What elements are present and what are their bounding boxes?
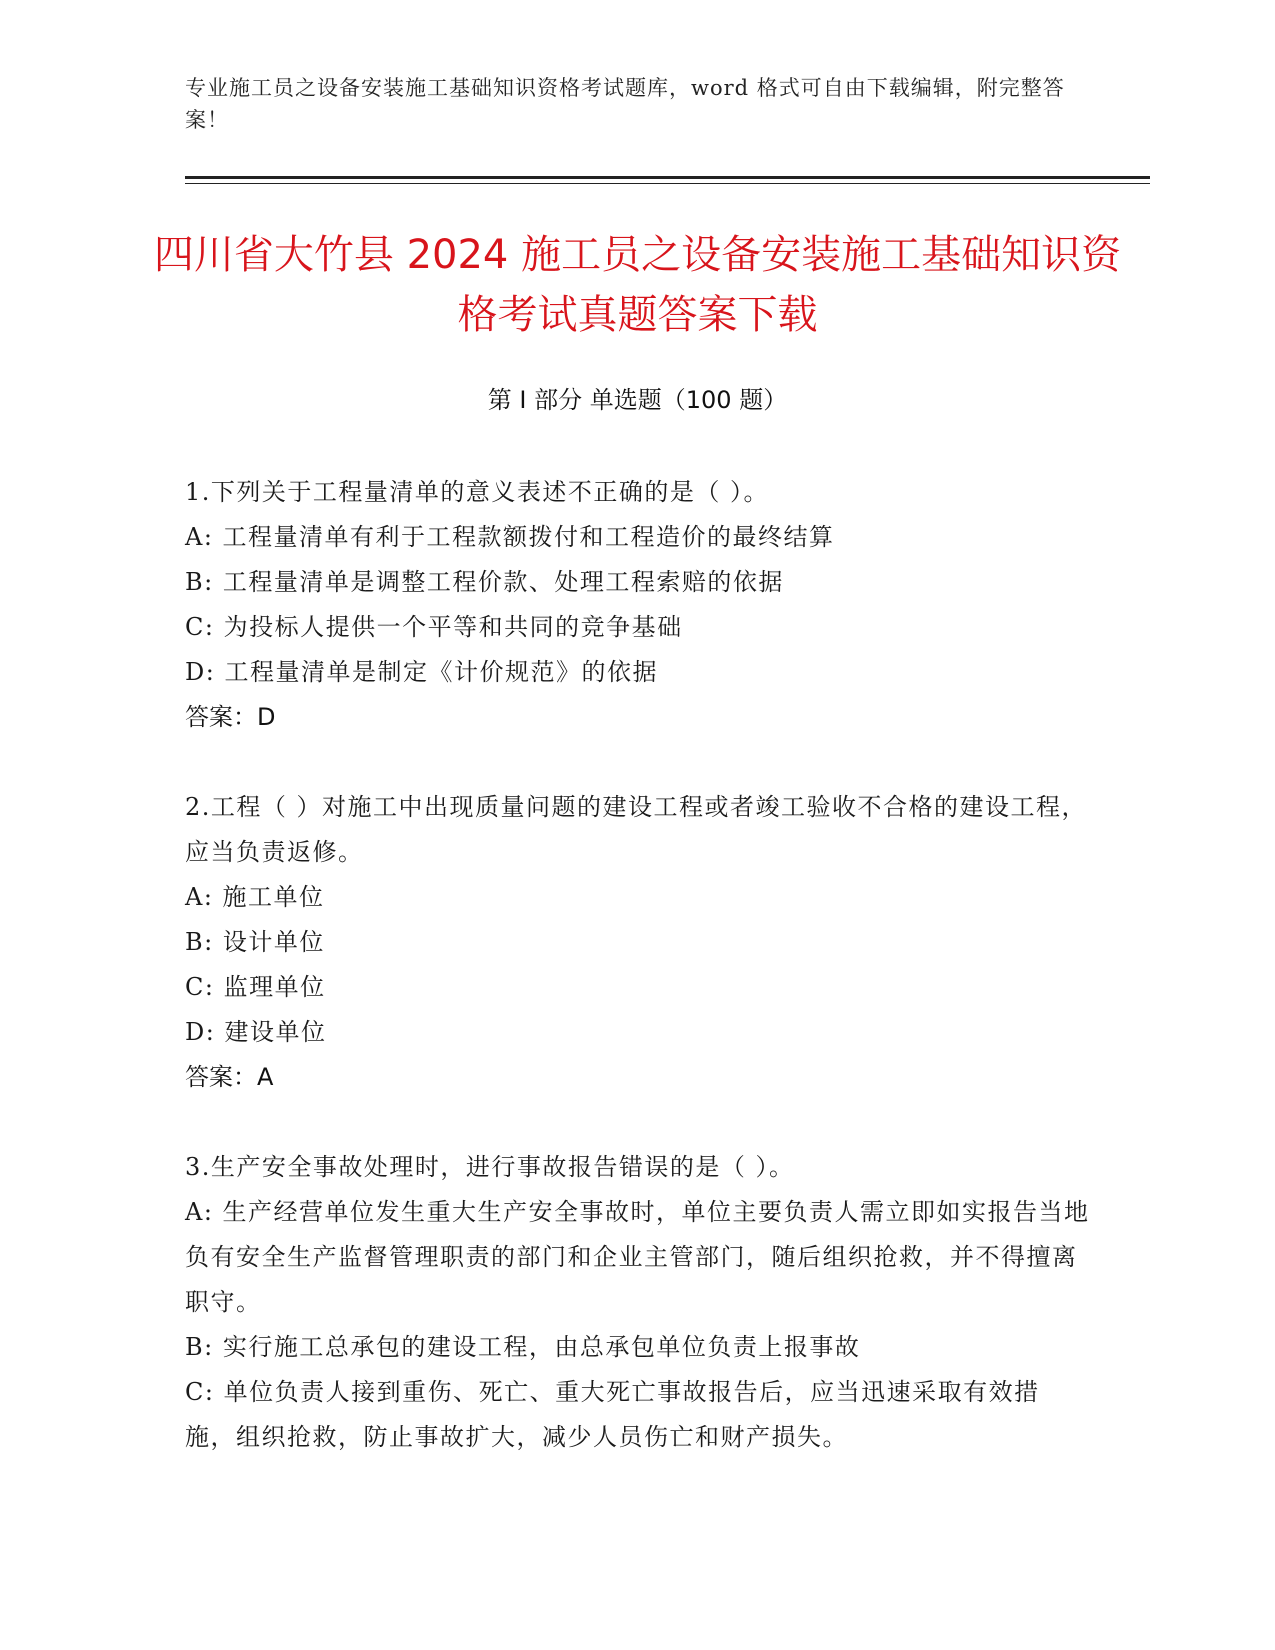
question-stem: 2.工程（ ）对施工中出现质量问题的建设工程或者竣工验收不合格的建设工程，应当负责返修。 [185, 793, 1088, 866]
option-c: C: 监理单位 [185, 973, 326, 1001]
option-a: A: 施工单位 [185, 883, 325, 911]
option-b: B: 工程量清单是调整工程价款、处理工程索赔的依据 [185, 568, 784, 596]
question-1 [185, 470, 1090, 740]
answer: 答案：D [185, 703, 276, 731]
question-stem: 1.下列关于工程量清单的意义表述不正确的是（ ）。 [185, 478, 770, 506]
option-b: B: 设计单位 [185, 928, 325, 956]
option-d: D: 工程量清单是制定《计价规范》的依据 [185, 658, 658, 686]
option-a: A: 生产经营单位发生重大生产安全事故时，单位主要负责人需立即如实报告当地负有安全生产监督管理职责的部门和企业主管部门，随后组织抢救，并不得擅离职守。 [185, 1198, 1090, 1316]
header-note: 专业施工员之设备安装施工基础知识资格考试题库，word 格式可自由下载编辑，附完整答案！ [185, 76, 1065, 132]
option-d: D: 建设单位 [185, 1018, 327, 1046]
question-list [185, 470, 1090, 1505]
answer: 答案：A [185, 1063, 274, 1091]
header-rule-thin [185, 183, 1150, 184]
document-title: 四川省大竹县 2024 施工员之设备安装施工基础知识资格考试真题答案下载 [153, 232, 1122, 338]
question-3 [185, 1145, 1090, 1460]
option-c: C: 为投标人提供一个平等和共同的竞争基础 [185, 613, 683, 641]
option-c: C: 单位负责人接到重伤、死亡、重大死亡事故报告后，应当迅速采取有效措施，组织抢救，防止事故扩大，减少人员伤亡和财产损失。 [185, 1378, 1040, 1451]
option-b: B: 实行施工总承包的建设工程，由总承包单位负责上报事故 [185, 1333, 861, 1361]
question-2 [185, 785, 1090, 1100]
header-rule-thick [185, 176, 1150, 179]
question-stem: 3.生产安全事故处理时，进行事故报告错误的是（ ）。 [185, 1153, 795, 1181]
option-a: A: 工程量清单有利于工程款额拨付和工程造价的最终结算 [185, 523, 835, 551]
section-title: 第 I 部分 单选题（100 题） [487, 386, 788, 414]
